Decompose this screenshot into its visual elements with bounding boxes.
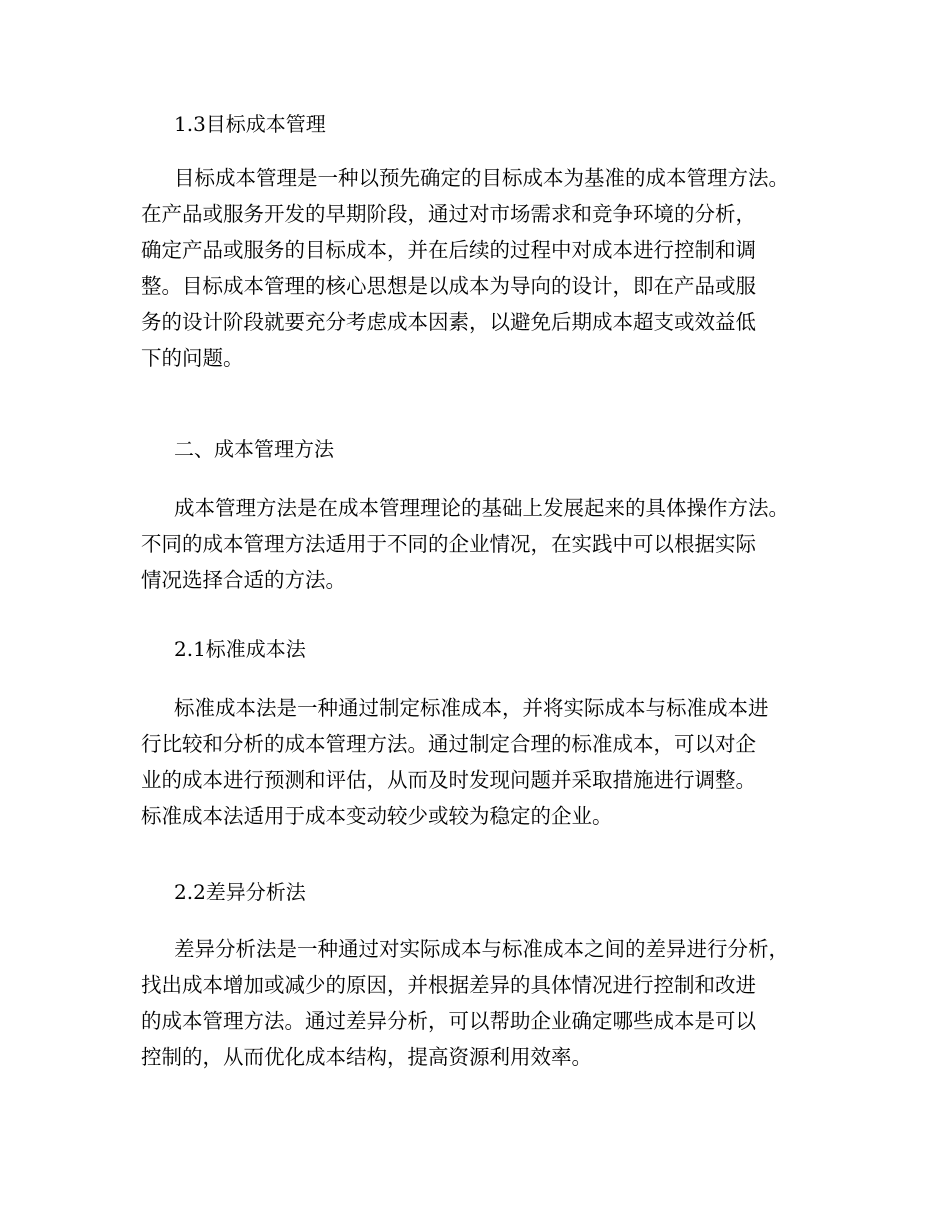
paragraph-line: 的成本管理方法。通过差异分析，可以帮助企业确定哪些成本是可以: [141, 1009, 756, 1033]
paragraph-line: 整。目标成本管理的核心思想是以成本为导向的设计，即在产品或服: [141, 274, 756, 298]
paragraph-line: 确定产品或服务的目标成本，并在后续的过程中对成本进行控制和调: [141, 238, 756, 262]
paragraph-line: 标准成本法适用于成本变动较少或较为稳定的企业。: [141, 804, 613, 828]
paragraph-line: 成本管理方法是在成本管理理论的基础上发展起来的具体操作方法。: [174, 496, 789, 520]
paragraph-line: 差异分析法是一种通过对实际成本与标准成本之间的差异进行分析，: [174, 937, 789, 961]
section-heading-1-3: 1.3目标成本管理: [174, 112, 326, 136]
paragraph-line: 下的问题。: [141, 346, 244, 370]
section-heading-2: 二、成本管理方法: [174, 437, 334, 461]
section-paragraph-2: [141, 490, 841, 598]
section-paragraph-2-2: [141, 931, 841, 1075]
paragraph-line: 标准成本法是一种通过制定标准成本，并将实际成本与标准成本进: [174, 696, 769, 720]
paragraph-line: 不同的成本管理方法适用于不同的企业情况，在实践中可以根据实际: [141, 532, 756, 556]
paragraph-line: 行比较和分析的成本管理方法。通过制定合理的标准成本，可以对企: [141, 732, 756, 756]
section-heading-2-1: 2.1标准成本法: [174, 637, 306, 661]
paragraph-line: 业的成本进行预测和评估，从而及时发现问题并采取措施进行调整。: [141, 768, 756, 792]
section-paragraph-2-1: [141, 690, 841, 834]
paragraph-line: 情况选择合适的方法。: [141, 568, 346, 592]
paragraph-line: 在产品或服务开发的早期阶段，通过对市场需求和竞争环境的分析，: [141, 202, 756, 226]
section-paragraph-1-3: [141, 160, 841, 376]
paragraph-line: 务的设计阶段就要充分考虑成本因素，以避免后期成本超支或效益低: [141, 310, 756, 334]
paragraph-line: 控制的，从而优化成本结构，提高资源利用效率。: [141, 1045, 592, 1069]
paragraph-line: 找出成本增加或减少的原因，并根据差异的具体情况进行控制和改进: [141, 973, 756, 997]
paragraph-line: 目标成本管理是一种以预先确定的目标成本为基准的成本管理方法。: [174, 166, 789, 190]
section-heading-2-2: 2.2差异分析法: [174, 880, 306, 904]
